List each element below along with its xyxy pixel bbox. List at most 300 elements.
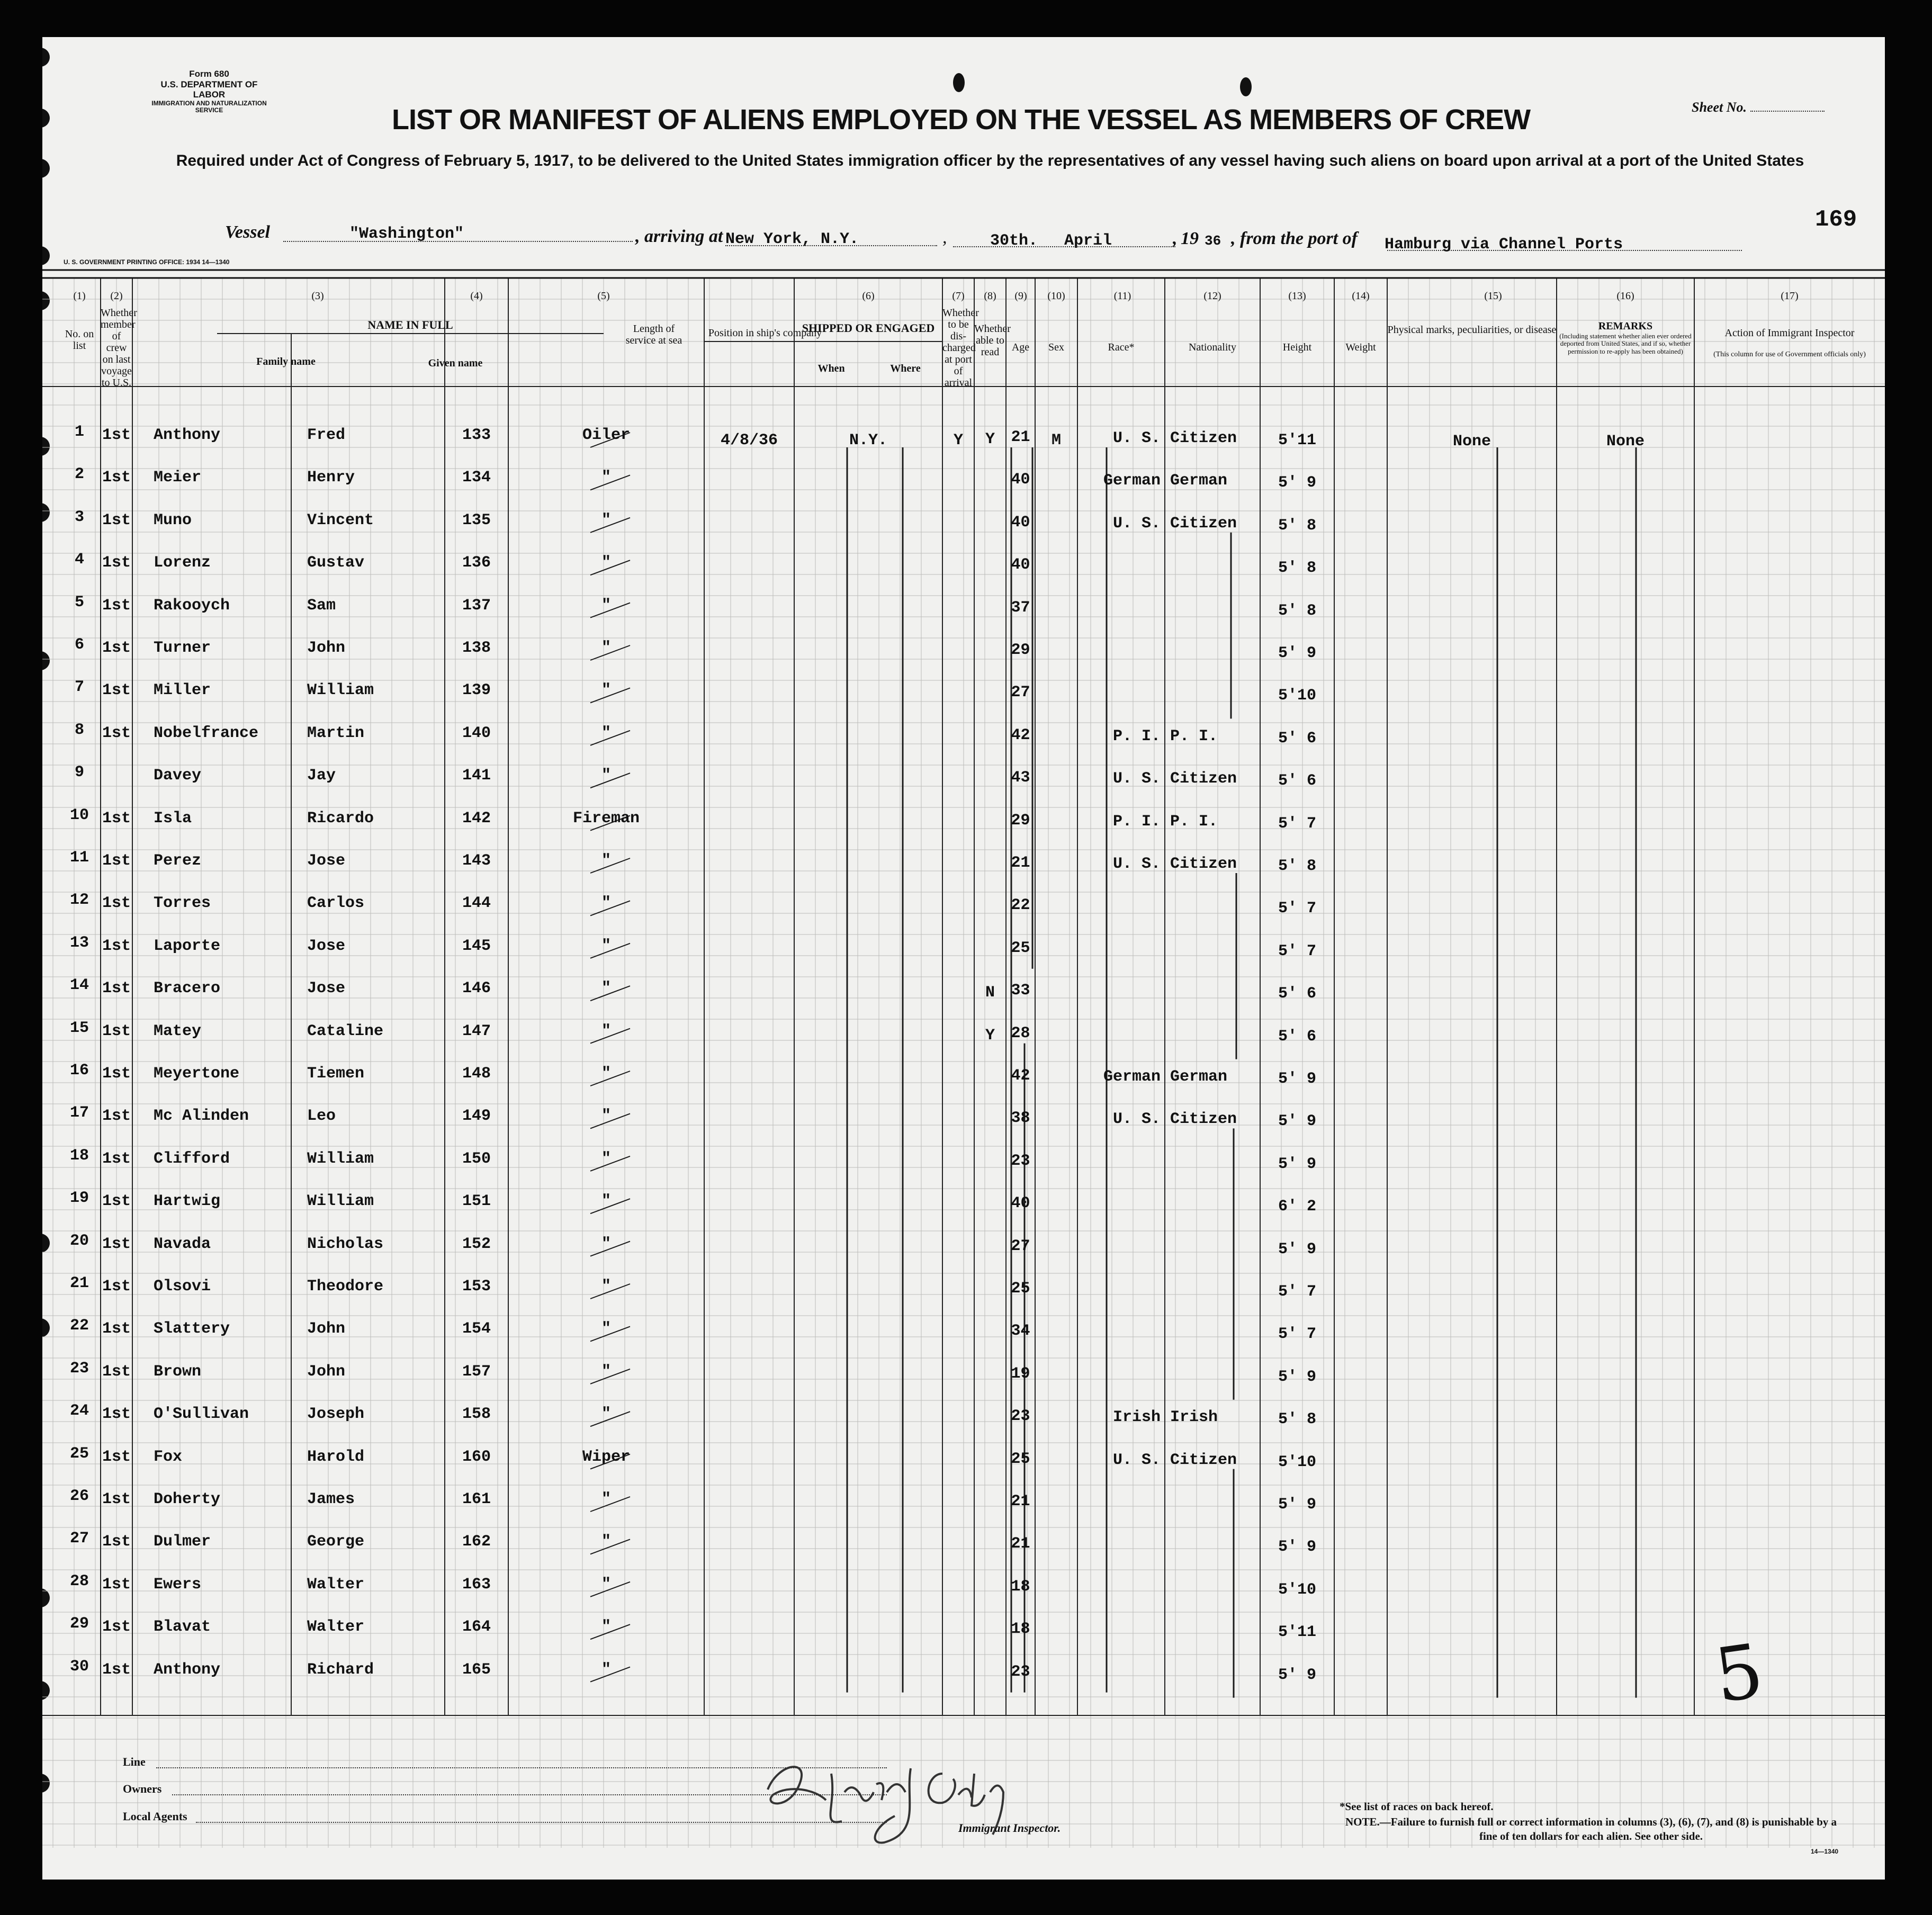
- cell-no: 9: [74, 763, 84, 782]
- cell-no: 18: [69, 1146, 89, 1165]
- cell-height: 6' 2: [1278, 1198, 1316, 1216]
- cell-read: Y: [985, 1026, 995, 1045]
- cell-age: 23: [1011, 1407, 1030, 1426]
- cell-crew: 1st: [102, 1320, 131, 1338]
- cell-position: ": [601, 1362, 611, 1381]
- year-suffix: 36: [1205, 233, 1221, 249]
- cell-given: Tiemen: [307, 1065, 365, 1083]
- cell-nationality: Citizen: [1170, 770, 1237, 788]
- cell-position: Oiler: [582, 426, 630, 444]
- cell-nationality: Citizen: [1170, 429, 1237, 447]
- cell-when: 4/8/36: [720, 431, 778, 449]
- cell-position: ": [601, 1065, 611, 1083]
- column-number: (8): [984, 290, 996, 302]
- cell-height: 5' 9: [1278, 1240, 1316, 1258]
- cell-position: ": [601, 1320, 611, 1338]
- cell-length: 161: [462, 1490, 491, 1508]
- cell-crew: 1st: [102, 1405, 131, 1424]
- cell-given: John: [307, 1362, 346, 1381]
- cell-family: Anthony: [154, 426, 221, 444]
- cell-age: 38: [1011, 1109, 1030, 1128]
- cell-no: 27: [69, 1530, 89, 1548]
- department-label: U.S. DEPARTMENT OF LABOR: [160, 79, 258, 100]
- cell-height: 5' 9: [1278, 1538, 1316, 1557]
- cell-height: 5'10: [1278, 1580, 1316, 1599]
- cell-discharged: Y: [953, 431, 963, 449]
- cell-crew: 1st: [102, 1235, 131, 1253]
- cell-age: 33: [1011, 982, 1030, 1000]
- cell-given: Nicholas: [307, 1235, 384, 1253]
- header-given-name: Given name: [428, 357, 483, 369]
- header-where: Where: [890, 363, 921, 374]
- header-race: Race*: [1108, 341, 1135, 353]
- cell-crew: 1st: [102, 1022, 131, 1040]
- from-port: Hamburg via Channel Ports: [1385, 236, 1623, 254]
- cell-race: U. S.: [1112, 514, 1161, 533]
- cell-no: 20: [69, 1231, 89, 1250]
- cell-length: 147: [462, 1022, 491, 1040]
- margin-mark: 5: [1710, 1628, 1768, 1720]
- cell-race: German: [1103, 472, 1161, 490]
- cell-position: ": [601, 1278, 611, 1296]
- cell-nationality: P. I.: [1170, 812, 1218, 831]
- cell-given: Sam: [307, 596, 336, 615]
- column-number: (17): [1781, 290, 1799, 302]
- cell-family: Blavat: [154, 1618, 211, 1637]
- cell-crew: 1st: [102, 979, 131, 998]
- cell-given: Fred: [307, 426, 346, 444]
- cell-crew: 1st: [102, 1065, 131, 1083]
- cell-position: ": [601, 1107, 611, 1126]
- cell-age: 42: [1011, 1067, 1030, 1085]
- cell-length: 152: [462, 1235, 491, 1253]
- cell-length: 164: [462, 1618, 491, 1637]
- cell-length: 141: [462, 767, 491, 785]
- header-no-on-list: No. on list: [65, 328, 94, 352]
- cell-race: U. S.: [1112, 1451, 1161, 1469]
- arrival-day: 30th.: [990, 232, 1038, 250]
- page-number: 169: [1815, 206, 1857, 233]
- cell-sex: M: [1051, 431, 1061, 449]
- vessel-name: "Washington": [349, 225, 464, 243]
- cell-length: 165: [462, 1660, 491, 1679]
- cell-no: 2: [74, 465, 84, 484]
- races-note: *See list of races on back hereof.: [1340, 1800, 1494, 1813]
- cell-family: Dulmer: [154, 1533, 211, 1551]
- cell-age: 21: [1011, 1535, 1030, 1553]
- cell-no: 10: [69, 806, 89, 824]
- cell-family: Bracero: [154, 979, 221, 998]
- cell-given: William: [307, 1192, 374, 1211]
- cell-height: 5'11: [1278, 1623, 1316, 1642]
- cell-physical: None: [1452, 433, 1491, 451]
- column-number: (16): [1616, 290, 1634, 302]
- cell-where: N.Y.: [849, 431, 887, 449]
- cell-family: Hartwig: [154, 1192, 221, 1211]
- cell-no: 19: [69, 1189, 89, 1208]
- cell-given: Joseph: [307, 1405, 365, 1424]
- cell-position: ": [601, 1022, 611, 1040]
- cell-no: 17: [69, 1104, 89, 1122]
- penalty-note: NOTE.—Failure to furnish full or correct information in columns (3), (6), (7), and (8) is punishable by a fine of ten dollars for each alien. See other side.: [1345, 1815, 1837, 1842]
- cell-height: 5' 9: [1278, 1496, 1316, 1514]
- header-remarks-note: (Including statement whether alien ever ordered deported from United States, and if so, whether permission to re-apply has been obtained): [1559, 332, 1692, 355]
- cell-family: Doherty: [154, 1490, 221, 1508]
- form-code: 14—1340: [1811, 1848, 1839, 1855]
- page-title: LIST OR MANIFEST OF ALIENS EMPLOYED ON THE VESSEL AS MEMBERS OF CREW: [392, 104, 1531, 136]
- header-position: Position in ship's company: [708, 327, 822, 339]
- header-crew: Whether member of crew on last voyage to U.S.: [101, 307, 137, 389]
- cell-position: ": [601, 1618, 611, 1637]
- cell-position: ": [601, 894, 611, 913]
- cell-position: ": [601, 1192, 611, 1211]
- column-number: (6): [862, 290, 875, 302]
- arrival-port: New York, N.Y.: [725, 230, 859, 248]
- cell-age: 22: [1011, 896, 1030, 915]
- cell-length: 157: [462, 1362, 491, 1381]
- cell-crew: 1st: [102, 1448, 131, 1466]
- column-number: (7): [952, 290, 965, 302]
- cell-read: Y: [985, 430, 995, 448]
- cell-length: 163: [462, 1575, 491, 1594]
- cell-family: Navada: [154, 1235, 211, 1253]
- arrival-month: April: [1064, 232, 1112, 250]
- cell-length: 148: [462, 1065, 491, 1083]
- cell-family: Rakooych: [154, 596, 230, 615]
- cell-height: 5' 8: [1278, 857, 1316, 875]
- cell-given: Cataline: [307, 1022, 384, 1040]
- cell-length: 153: [462, 1278, 491, 1296]
- cell-given: Walter: [307, 1618, 365, 1637]
- arriving-text: arriving at: [644, 227, 723, 246]
- cell-crew: 1st: [102, 1660, 131, 1679]
- cell-no: 11: [69, 849, 89, 867]
- cell-no: 3: [74, 508, 84, 526]
- cell-length: 150: [462, 1149, 491, 1168]
- cell-no: 16: [69, 1062, 89, 1080]
- year-prefix: 19: [1181, 229, 1199, 248]
- cell-given: Leo: [307, 1107, 336, 1126]
- cell-family: Isla: [154, 809, 192, 828]
- cell-position: Fireman: [572, 809, 640, 828]
- cell-crew: 1st: [102, 937, 131, 955]
- cell-family: Fox: [154, 1448, 183, 1466]
- cell-length: 145: [462, 937, 491, 955]
- cell-height: 5' 9: [1278, 1666, 1316, 1684]
- cell-position: ": [601, 767, 611, 785]
- cell-nationality: P. I.: [1170, 727, 1218, 745]
- cell-position: ": [601, 979, 611, 998]
- cell-nationality: German: [1170, 1068, 1228, 1086]
- cell-crew: 1st: [102, 1362, 131, 1381]
- cell-crew: 1st: [102, 1107, 131, 1126]
- cell-nationality: Irish: [1170, 1408, 1218, 1427]
- cell-length: 133: [462, 426, 491, 444]
- cell-height: 5' 9: [1278, 474, 1316, 492]
- cell-crew: 1st: [102, 639, 131, 657]
- cell-race: U. S.: [1112, 770, 1161, 788]
- cell-no: 6: [74, 636, 84, 654]
- cell-age: 34: [1011, 1322, 1030, 1341]
- cell-age: 18: [1011, 1577, 1030, 1596]
- header-height: Height: [1282, 341, 1312, 353]
- cell-length: 139: [462, 681, 491, 700]
- cell-age: 19: [1011, 1364, 1030, 1383]
- header-family-name: Family name: [256, 356, 316, 367]
- sheet-label-text: Sheet No.: [1692, 100, 1747, 115]
- cell-height: 5'10: [1278, 687, 1316, 705]
- cell-length: 144: [462, 894, 491, 913]
- cell-no: 12: [69, 891, 89, 910]
- vessel-label: Vessel: [225, 222, 270, 242]
- cell-height: 5' 9: [1278, 644, 1316, 662]
- cell-position: ": [601, 511, 611, 529]
- cell-length: 154: [462, 1320, 491, 1338]
- column-number: (11): [1113, 290, 1131, 302]
- cell-family: Turner: [154, 639, 211, 657]
- cell-given: James: [307, 1490, 355, 1508]
- cell-crew: 1st: [102, 1618, 131, 1637]
- cell-age: 28: [1011, 1024, 1030, 1042]
- cell-race: U. S.: [1112, 429, 1161, 447]
- cell-no: 13: [69, 933, 89, 952]
- cell-race: P. I.: [1112, 727, 1161, 745]
- cell-no: 29: [69, 1615, 89, 1633]
- cell-no: 5: [74, 593, 84, 612]
- cell-given: William: [307, 1149, 374, 1168]
- column-number: (9): [1014, 290, 1027, 302]
- column-number: (13): [1288, 290, 1306, 302]
- cell-height: 5' 9: [1278, 1112, 1316, 1131]
- cell-height: 5' 9: [1278, 1368, 1316, 1386]
- cell-age: 43: [1011, 769, 1030, 787]
- cell-no: 24: [69, 1402, 89, 1420]
- column-number: (3): [311, 290, 324, 302]
- cell-age: 40: [1011, 513, 1030, 532]
- cell-position: ": [601, 639, 611, 657]
- header-nationality: Nationality: [1189, 341, 1236, 353]
- cell-length: 158: [462, 1405, 491, 1424]
- cell-given: Ricardo: [307, 809, 374, 828]
- header-remarks: REMARKS: [1598, 320, 1653, 332]
- cell-height: 5' 8: [1278, 516, 1316, 535]
- cell-nationality: Citizen: [1170, 514, 1237, 533]
- local-agents-label: Local Agents: [123, 1810, 187, 1823]
- header-able-to-read: Whether able to read: [974, 323, 1011, 358]
- cell-height: 5' 6: [1278, 729, 1316, 748]
- cell-height: 5' 7: [1278, 1283, 1316, 1301]
- header-action-note: (This column for use of Government officials only): [1713, 350, 1866, 358]
- cell-no: 28: [69, 1572, 89, 1590]
- cell-given: Jose: [307, 937, 346, 955]
- cell-given: Jay: [307, 767, 336, 785]
- column-number: (15): [1484, 290, 1502, 302]
- cell-family: Clifford: [154, 1149, 230, 1168]
- cell-crew: 1st: [102, 1149, 131, 1168]
- cell-position: ": [601, 1490, 611, 1508]
- cell-no: 7: [74, 678, 84, 697]
- cell-position: ": [601, 852, 611, 870]
- cell-age: 40: [1011, 556, 1030, 574]
- cell-family: Meier: [154, 469, 202, 487]
- cell-height: 5'10: [1278, 1453, 1316, 1471]
- cell-family: Davey: [154, 767, 202, 785]
- cell-age: 25: [1011, 939, 1030, 957]
- manifest-sheet: Form 680 U.S. DEPARTMENT OF LABOR IMMIGRATION AND NATURALIZATION SERVICE Sheet No. 169 LIST OR MANIFEST OF ALIENS EMPLOYED ON THE VESSEL AS MEMBERS OF CREW Required under Act of Congress of February 5, 1917, to be delivered to the United States immigration officer by the representatives of any vessel having such aliens on board upon arrival at a port of the United States Vessel "Washington" , arriving at New York, N.Y. , 30th. April , 19 36 , from the port of Hamburg via Channel Ports U. S. GOVERNMENT PRINTING OFFICE: 1934 14—1340 (1) (2) (3) (4) (5) (6) (7) (8) (9) (10) (11) (12) (13) (14) (15) (16) (17) Whether member of crew on last voyage to U.S. No. on list NAME IN FULL Family name Given name Length of service at sea Position in ship's company SHIPPED OR ENGAGED When Where Whether to be dis-charged at port of arrival Whether able to read Age Sex Race* Nationality Height Weight Physical marks, peculiarities, or disease REMARKS (Including statement whether alien ever ordered deported from United States, and if so, whether permission to re-apply has been obtained) Action of Immigrant Inspector (This column for use of Government officials only) 1 1st Anthony Fred 133 Oiler 4/8/36 N.Y. Y Y 21 M U. S. Citizen 5'11 None None 2 1st Meier Henry 134 " 40 German German 5' 9 3 1st Muno Vincent 135 " 40 U. S. Citizen 5' 8 4 1st Lorenz Gustav 136 " 40 5' 8 5 1st Rakooych Sam 137 " 37 5' 8 6 1st Turner John 138 " 29 5' 9 7 1st Miller William 139 " 27 5'10 8 1st Nobelfrance Martin 140 " 42 P. I. P. I. 5' 6 9 Davey Jay 141 " 43 U. S. Citizen 5' 6 10 1st Isla Ricardo 142 Fireman 29 P. I. P. I. 5' 7 11 1st Perez Jose 143 " 21 U. S. Citizen 5' 8 12 1st Torres Carlos 144 " 22 5' 7 13 1st Laporte Jose 145 " 25 5' 7 14 1st Bracero Jose 146 " N 33 5' 6 15 1st Matey Cataline 147 " Y 28 5' 6 16 1st Meyertone Tiemen 148 " 42 German German 5' 9 17 1st Mc Alinden Leo 149 " 38 U. S. Citizen 5' 9 18 1st Clifford William 150 " 23 5' 9 19 1st Hartwig William 151 " 40 6' 2 20 1st Navada Nicholas 152 " 27 5' 9 21 1st Olsovi Theodore 153 " 25 5' 7 22 1st Slattery John 154 " 34 5' 7 23 1st Brown John 157 " 19 5' 9 24 1st O'Sullivan Joseph 158 " 23 Irish Irish 5' 8 25 1st Fox Harold 160 Wiper 25 U. S. Citizen 5'10 26 1st Doherty James 161 " 21 5' 9 27 1st Dulmer George 162 " 21 5' 9 28 1st Ewers Walter 163 " 18 5'10 29 1st Blavat Walter 164 " 18 5'11 30 1st Anthony Richard 165 " 23 5' 9 5 Line Owners Local Agents Immigrant Inspector. *See list of races on back hereof. NOTE.—Failure to furnish full or correct information in columns (3), (6), (7), and (8) is punishable by a fine of ten dollars for each alien. See other side. 14—1340: [42, 37, 1885, 1880]
- cell-age: 18: [1011, 1620, 1030, 1639]
- cell-nationality: German: [1170, 472, 1228, 490]
- cell-crew: 1st: [102, 724, 131, 742]
- cell-family: Laporte: [154, 937, 221, 955]
- cell-crew: 1st: [102, 1533, 131, 1551]
- cell-age: 40: [1011, 471, 1030, 489]
- cell-position: ": [601, 1235, 611, 1253]
- cell-age: 23: [1011, 1662, 1030, 1681]
- header-age: Age: [1011, 341, 1030, 353]
- header-weight: Weight: [1345, 341, 1376, 353]
- column-number: (2): [110, 290, 123, 302]
- cell-given: William: [307, 681, 374, 700]
- cell-given: Walter: [307, 1575, 365, 1594]
- cell-length: 135: [462, 511, 491, 529]
- cell-position: ": [601, 554, 611, 572]
- cell-crew: 1st: [102, 511, 131, 529]
- service-label: IMMIGRATION AND NATURALIZATION SERVICE: [151, 99, 267, 114]
- cell-height: 5' 8: [1278, 559, 1316, 578]
- cell-nationality: Citizen: [1170, 1451, 1237, 1469]
- cell-family: Mc Alinden: [154, 1107, 249, 1126]
- cell-age: 23: [1011, 1152, 1030, 1170]
- cell-position: ": [601, 724, 611, 742]
- cell-no: 15: [69, 1019, 89, 1037]
- column-number: (12): [1203, 290, 1221, 302]
- cell-height: 5' 6: [1278, 1027, 1316, 1046]
- cell-height: 5' 7: [1278, 814, 1316, 833]
- cell-given: Harold: [307, 1448, 365, 1466]
- header-discharged: Whether to be dis-charged at port of arrival: [942, 307, 979, 389]
- form-number: Form 680: [189, 69, 229, 79]
- cell-family: Meyertone: [154, 1065, 240, 1083]
- cell-crew: 1st: [102, 1490, 131, 1508]
- column-number: (14): [1352, 290, 1370, 302]
- cell-age: 37: [1011, 598, 1030, 617]
- cell-no: 30: [69, 1657, 89, 1676]
- cell-given: Gustav: [307, 554, 365, 572]
- cell-given: Jose: [307, 979, 346, 998]
- cell-age: 25: [1011, 1450, 1030, 1468]
- cell-no: 23: [69, 1359, 89, 1378]
- cell-no: 26: [69, 1487, 89, 1505]
- header-physical-marks: Physical marks, peculiarities, or disease: [1387, 324, 1557, 336]
- cell-height: 5' 8: [1278, 1410, 1316, 1429]
- cell-crew: 1st: [102, 426, 131, 444]
- cell-family: O'Sullivan: [154, 1405, 249, 1424]
- cell-remarks: None: [1606, 433, 1645, 451]
- cell-length: 137: [462, 596, 491, 615]
- cell-family: Lorenz: [154, 554, 211, 572]
- cell-no: 22: [69, 1317, 89, 1335]
- header-length-of-service: Length of service at sea: [625, 323, 682, 346]
- page-subtitle: Required under Act of Congress of February 5, 1917, to be delivered to the United States immigration officer by the representatives of any vessel having such aliens on board upon arrival at a port of the United States: [176, 152, 1804, 169]
- cell-height: 5'11: [1278, 431, 1316, 449]
- cell-position: ": [601, 1575, 611, 1594]
- cell-crew: 1st: [102, 681, 131, 700]
- cell-family: Olsovi: [154, 1278, 211, 1296]
- cell-length: 162: [462, 1533, 491, 1551]
- cell-height: 5' 6: [1278, 985, 1316, 1003]
- cell-race: Irish: [1112, 1408, 1161, 1427]
- cell-nationality: Citizen: [1170, 855, 1237, 873]
- cell-height: 5' 6: [1278, 772, 1316, 790]
- cell-given: Jose: [307, 852, 346, 870]
- cell-height: 5' 7: [1278, 942, 1316, 960]
- cell-crew: 1st: [102, 554, 131, 572]
- cell-no: 21: [69, 1274, 89, 1292]
- cell-length: 138: [462, 639, 491, 657]
- cell-given: Theodore: [307, 1278, 384, 1296]
- column-number: (5): [597, 290, 610, 302]
- cell-position: ": [601, 1405, 611, 1424]
- cell-no: 14: [69, 976, 89, 995]
- cell-age: 21: [1011, 1493, 1030, 1511]
- cell-length: 134: [462, 469, 491, 487]
- cell-race: P. I.: [1112, 812, 1161, 831]
- cell-age: 29: [1011, 811, 1030, 830]
- cell-read: N: [985, 984, 995, 1002]
- cell-position: ": [601, 681, 611, 700]
- cell-no: 1: [74, 423, 84, 441]
- cell-crew: 1st: [102, 469, 131, 487]
- cell-no: 4: [74, 551, 84, 569]
- cell-height: 5' 7: [1278, 1325, 1316, 1344]
- cell-position: ": [601, 937, 611, 955]
- cell-crew: 1st: [102, 596, 131, 615]
- cell-age: 42: [1011, 726, 1030, 744]
- cell-age: 29: [1011, 641, 1030, 659]
- cell-position: ": [601, 469, 611, 487]
- cell-height: 5' 7: [1278, 900, 1316, 918]
- cell-crew: 1st: [102, 894, 131, 913]
- header-shipped: SHIPPED OR ENGAGED: [802, 321, 935, 335]
- column-number: (1): [73, 290, 86, 302]
- from-port-text: from the port of: [1240, 229, 1358, 248]
- cell-height: 5' 9: [1278, 1155, 1316, 1173]
- cell-position: ": [601, 596, 611, 615]
- header-sex: Sex: [1048, 341, 1064, 353]
- cell-family: Slattery: [154, 1320, 230, 1338]
- cell-family: Brown: [154, 1362, 202, 1381]
- cell-family: Matey: [154, 1022, 202, 1040]
- line-label: Line: [123, 1755, 146, 1768]
- cell-nationality: Citizen: [1170, 1110, 1237, 1129]
- cell-length: 149: [462, 1107, 491, 1126]
- cell-family: Nobelfrance: [154, 724, 259, 742]
- cell-position: Wiper: [582, 1448, 630, 1466]
- cell-age: 40: [1011, 1194, 1030, 1213]
- cell-given: Richard: [307, 1660, 374, 1679]
- cell-height: 5' 8: [1278, 601, 1316, 620]
- header-action: Action of Immigrant Inspector: [1724, 327, 1855, 339]
- cell-race: U. S.: [1112, 1110, 1161, 1129]
- cell-family: Torres: [154, 894, 211, 913]
- cell-given: Martin: [307, 724, 365, 742]
- cell-height: 5' 9: [1278, 1070, 1316, 1088]
- cell-family: Muno: [154, 511, 192, 529]
- immigrant-inspector-label: Immigrant Inspector.: [958, 1821, 1061, 1835]
- cell-length: 140: [462, 724, 491, 742]
- cell-age: 21: [1011, 428, 1030, 446]
- cell-position: ": [601, 1533, 611, 1551]
